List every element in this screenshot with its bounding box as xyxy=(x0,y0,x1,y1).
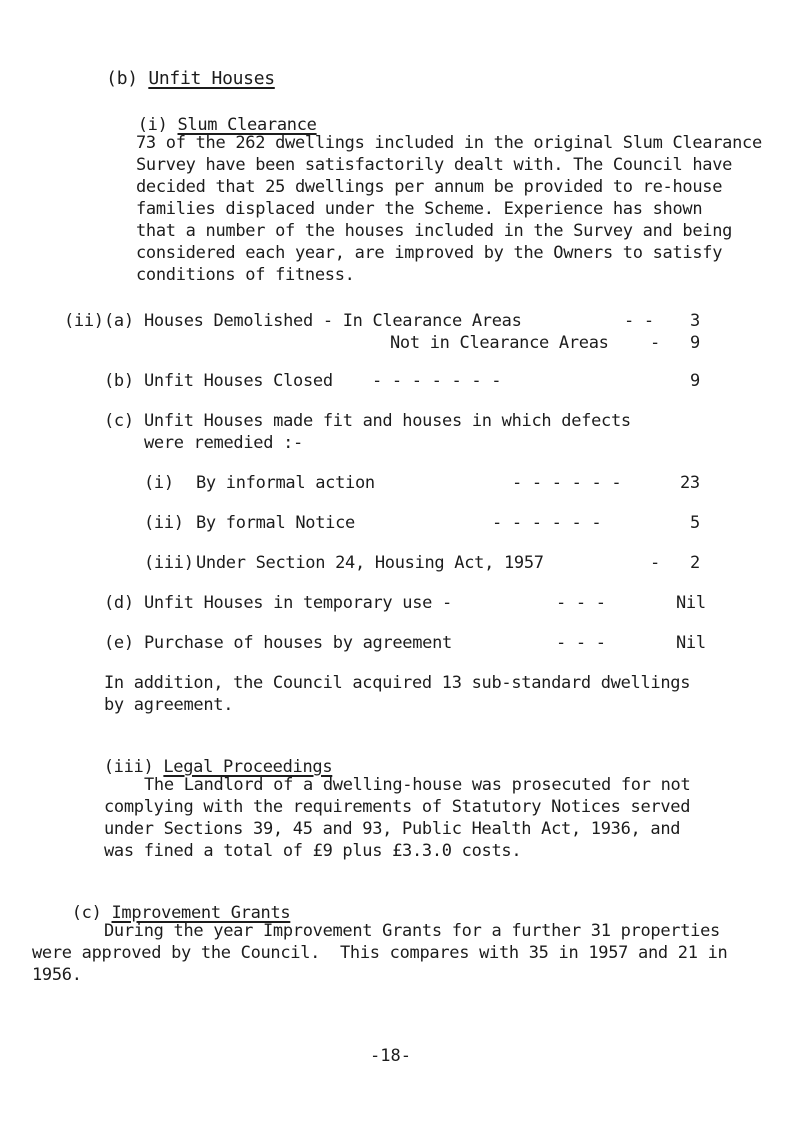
grants-line: During the year Improvement Grants for a further 31 properties xyxy=(104,921,720,941)
stat-a2-label: Not in Clearance Areas xyxy=(390,333,609,353)
stat-c-iii-leader: - xyxy=(650,553,660,573)
stat-c-ii-leader: - - - - - - xyxy=(492,513,602,533)
addition-line: by agreement. xyxy=(104,695,234,715)
stat-b-label: Unfit Houses Closed xyxy=(144,371,333,391)
stat-c-iii-label: Under Section 24, Housing Act, 1957 xyxy=(196,553,544,573)
slum-line: families displaced under the Scheme. Experience has shown xyxy=(136,199,703,219)
slum-line: considered each year, are improved by the Owners to satisfy xyxy=(136,243,723,263)
addition-line: In addition, the Council acquired 13 sub-standard dwellings xyxy=(104,673,691,693)
stat-c-marker: (c) xyxy=(104,411,134,431)
grants-line: were approved by the Council. This compares with 35 in 1957 and 21 in xyxy=(32,943,728,963)
legal-line: complying with the requirements of Statutory Notices served xyxy=(104,797,691,817)
stat-c-ii-label: By formal Notice xyxy=(196,513,355,533)
stat-a-marker: (a) xyxy=(104,311,134,331)
stat-c-iii-value: 2 xyxy=(690,553,700,573)
stat-c-i-leader: - - - - - - xyxy=(512,473,622,493)
stat-e-marker: (e) xyxy=(104,633,134,653)
stat-a-label: Houses Demolished - In Clearance Areas xyxy=(144,311,522,331)
stat-b-value: 9 xyxy=(690,371,700,391)
legal-line: The Landlord of a dwelling-house was prosecuted for not xyxy=(144,775,691,795)
stat-c-ii-marker: (ii) xyxy=(144,513,184,533)
legal-line: was fined a total of £9 plus £3.3.0 costs. xyxy=(104,841,522,861)
stat-a2-value: 9 xyxy=(690,333,700,353)
stat-e-value: Nil xyxy=(676,633,706,653)
page-number: -18- xyxy=(370,1046,411,1066)
section-b-title: Unfit Houses xyxy=(148,68,275,89)
slum-line: that a number of the houses included in the Survey and being xyxy=(136,221,733,241)
stat-c-ii-value: 5 xyxy=(690,513,700,533)
section-c-marker: (c) xyxy=(71,903,102,923)
legal-line: under Sections 39, 45 and 93, Public Health Act, 1936, and xyxy=(104,819,681,839)
stat-c-i-value: 23 xyxy=(680,473,700,493)
slum-line: Survey have been satisfactorily dealt with. The Council have xyxy=(136,155,733,175)
slum-line: 73 of the 262 dwellings included in the original Slum Clearance xyxy=(136,133,762,153)
slum-line: decided that 25 dwellings per annum be provided to re-house xyxy=(136,177,723,197)
stat-e-leader: - - - xyxy=(556,633,606,653)
stat-a-leader: - - xyxy=(624,311,654,331)
stat-d-leader: - - - xyxy=(556,593,606,613)
legal-title: Legal Proceedings xyxy=(163,757,333,777)
stat-c-line: were remedied :- xyxy=(144,433,303,453)
grants-line: 1956. xyxy=(32,965,82,985)
section-c-title: Improvement Grants xyxy=(111,903,291,923)
stat-b-leader: - - - - - - - xyxy=(372,371,502,391)
slum-clearance-marker: (i) xyxy=(137,115,168,135)
slum-clearance-title: Slum Clearance xyxy=(177,115,317,135)
legal-marker: (iii) xyxy=(103,757,154,777)
stat-c-iii-marker: (iii) xyxy=(144,553,194,573)
stat-c-line: Unfit Houses made fit and houses in which defects xyxy=(144,411,631,431)
slum-line: conditions of fitness. xyxy=(136,265,355,285)
stat-b-marker: (b) xyxy=(104,371,134,391)
stat-c-i-label: By informal action xyxy=(196,473,375,493)
stat-d-marker: (d) xyxy=(104,593,134,613)
stat-e-label: Purchase of houses by agreement xyxy=(144,633,452,653)
section-b-marker: (b) xyxy=(106,68,138,89)
stat-c-i-marker: (i) xyxy=(144,473,174,493)
stats-marker: (ii) xyxy=(64,311,104,331)
stat-a-value: 3 xyxy=(690,311,700,331)
stat-a2-leader: - xyxy=(650,333,660,353)
stat-d-label: Unfit Houses in temporary use - xyxy=(144,593,452,613)
stat-d-value: Nil xyxy=(676,593,706,613)
